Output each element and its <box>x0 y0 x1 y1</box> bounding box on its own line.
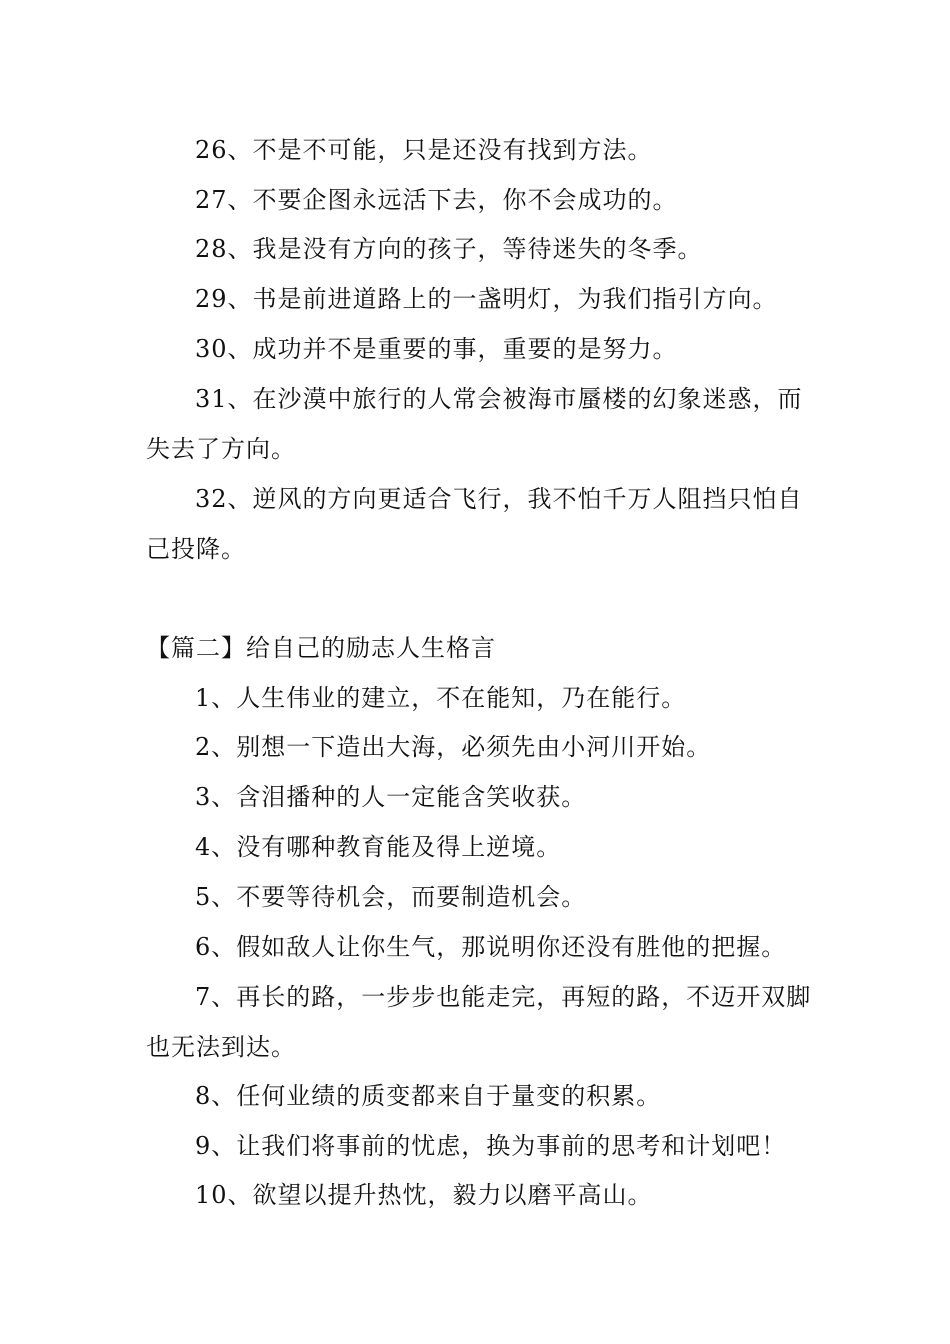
quote-27: 27、不要企图永远活下去，你不会成功的。 <box>195 186 678 214</box>
quote-2: 2、别想一下造出大海，必须先由小河川开始。 <box>195 733 712 761</box>
quote-7: 7、再长的路，一步步也能走完，再短的路，不迈开双脚也无法到达。 <box>146 983 812 1061</box>
quote-9: 9、让我们将事前的忧虑，换为事前的思考和计划吧！ <box>195 1132 787 1160</box>
quote-5: 5、不要等待机会，而要制造机会。 <box>195 883 587 911</box>
quote-28: 28、我是没有方向的孩子，等待迷失的冬季。 <box>195 235 703 263</box>
quote-6: 6、假如敌人让你生气，那说明你还没有胜他的把握。 <box>195 933 787 961</box>
quote-10: 10、欲望以提升热忱，毅力以磨平高山。 <box>195 1181 653 1209</box>
quote-8: 8、任何业绩的质变都来自于量变的积累。 <box>195 1082 662 1110</box>
quote-3: 3、含泪播种的人一定能含笑收获。 <box>195 783 587 811</box>
quote-29: 29、书是前进道路上的一盏明灯，为我们指引方向。 <box>195 285 778 313</box>
quote-30: 30、成功并不是重要的事，重要的是努力。 <box>195 335 678 363</box>
quote-1: 1、人生伟业的建立，不在能知，乃在能行。 <box>195 684 687 712</box>
quote-4: 4、没有哪种教育能及得上逆境。 <box>195 833 562 861</box>
section-heading: 【篇二】给自己的励志人生格言 <box>146 634 496 662</box>
quote-26: 26、不是不可能，只是还没有找到方法。 <box>195 136 653 164</box>
quote-32: 32、逆风的方向更适合飞行，我不怕千万人阻挡只怕自己投降。 <box>146 485 803 563</box>
quote-31: 31、在沙漠中旅行的人常会被海市蜃楼的幻象迷惑，而失去了方向。 <box>146 385 803 463</box>
